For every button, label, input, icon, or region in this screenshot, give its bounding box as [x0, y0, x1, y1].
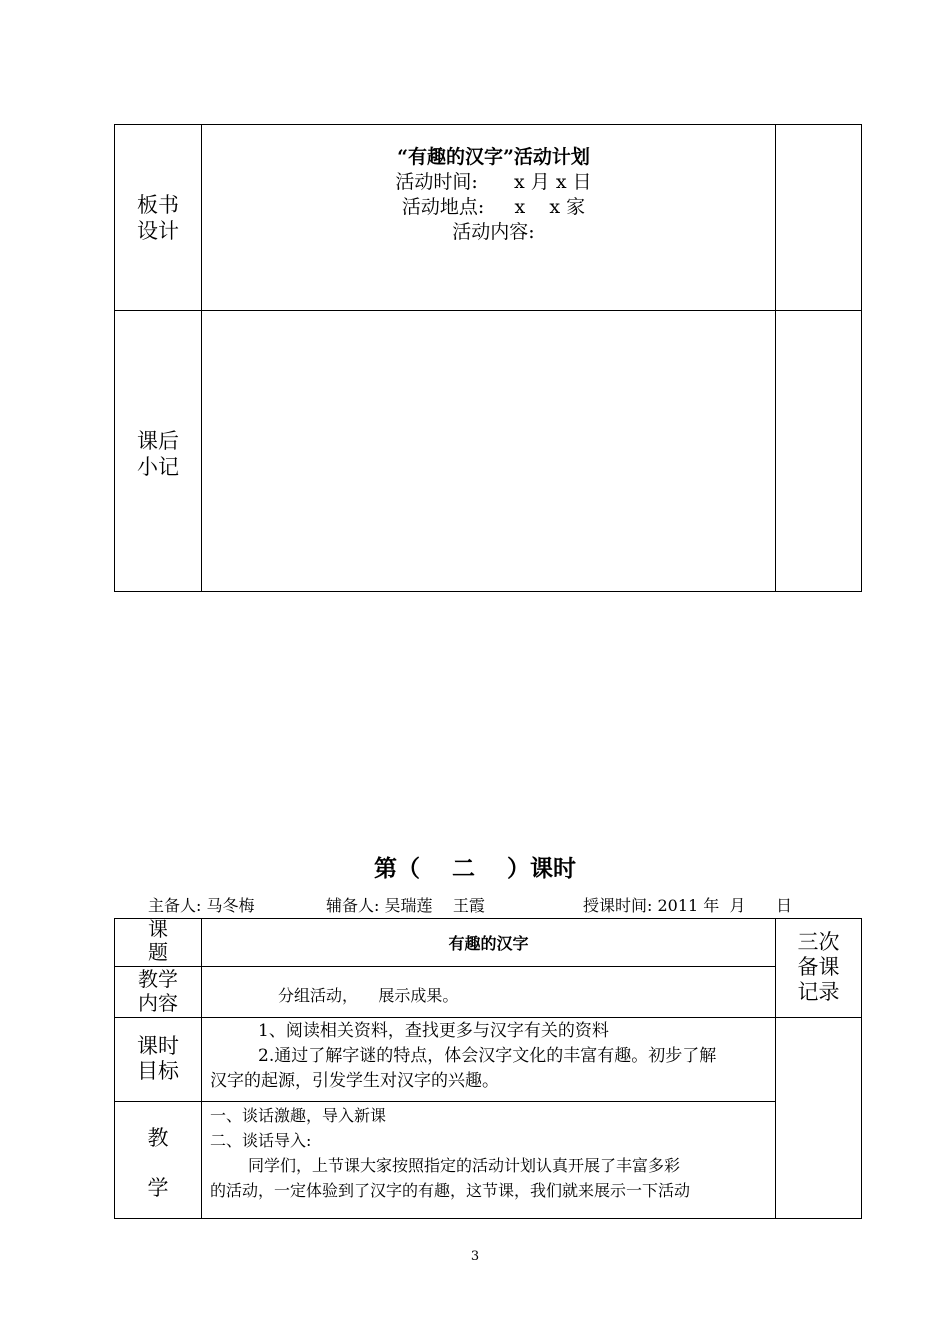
activity-place: 活动地点: x x 家 — [401, 196, 586, 218]
process-line: 的活动，一定体验到了汉字的有趣，这节课，我们就来展示一下活动 — [210, 1181, 691, 1200]
teaching-process — [210, 1103, 772, 1203]
teaching-process-label: 教 学 — [147, 1126, 169, 1200]
topic-label: 课 题 — [148, 917, 168, 964]
activity-time: 活动时间: x 月 x 日 — [395, 171, 592, 193]
goal-item: 1、阅读相关资料，查找更多与汉字有关的资料 — [258, 1021, 609, 1041]
assistant-preparer: 辅备人: 吴瑞莲 王霞 — [326, 896, 485, 915]
teaching-time: 授课时间: 2011 年 月 日 — [583, 896, 792, 915]
topic-value: 有趣的汉字 — [448, 934, 529, 953]
table-border — [114, 918, 862, 919]
teaching-content-label: 教学 内容 — [138, 967, 178, 1015]
table-border — [114, 966, 776, 967]
process-line: 一、谈话激趣，导入新课 — [210, 1106, 387, 1125]
table-border — [775, 124, 776, 592]
prep-record-label: 三次 备课 记录 — [797, 930, 840, 1004]
main-preparer: 主备人: 马冬梅 — [148, 896, 255, 915]
table-border — [114, 124, 862, 125]
activity-plan-title: “有趣的汉字”活动计划 — [397, 146, 590, 168]
goal-item: 汉字的起源，引发学生对汉字的兴趣。 — [210, 1071, 499, 1091]
table-border — [114, 1101, 776, 1102]
process-line: 二、谈话导入: — [210, 1131, 312, 1150]
table-border — [114, 1218, 862, 1219]
page-number: 3 — [470, 1249, 480, 1264]
table-border — [114, 310, 862, 311]
lesson-goals-label: 课时 目标 — [137, 1034, 179, 1083]
process-line: 同学们，上节课大家按照指定的活动计划认真开展了丰富多彩 — [248, 1156, 681, 1175]
activity-content: 活动内容: — [452, 221, 535, 243]
goal-item: 2.通过了解字谜的特点，体会汉字文化的丰富有趣。初步了解 — [258, 1046, 717, 1066]
lesson-title: 第（ 二 ）课时 — [373, 855, 577, 882]
board-design-label: 板书 设计 — [137, 193, 179, 243]
teaching-content-value: 分组活动， 展示成果。 — [278, 986, 459, 1005]
board-content — [202, 145, 775, 245]
lesson-goals — [210, 1019, 772, 1094]
table-border — [114, 1017, 862, 1018]
table-border — [861, 124, 862, 592]
table-border — [114, 591, 862, 592]
after-class-notes-label: 课后 小记 — [137, 429, 179, 479]
